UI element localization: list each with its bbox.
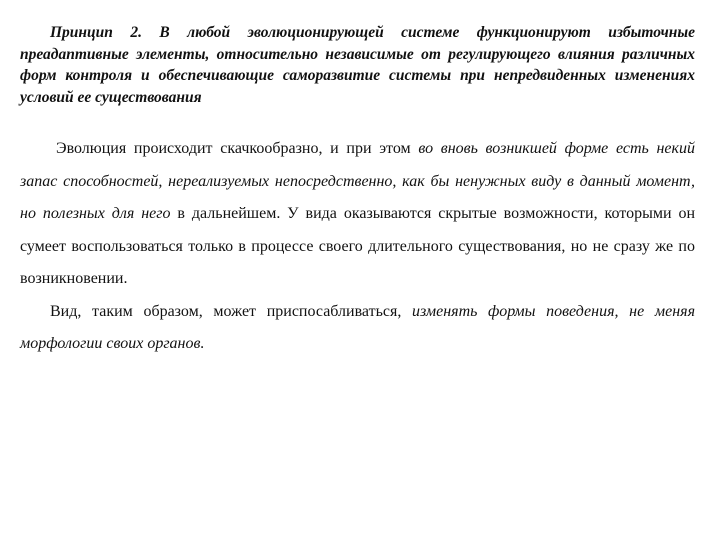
document-page — [20, 22, 695, 361]
paragraph-evolution-text-italic: во вновь возникшей форме есть некий запас способностей, нереализуемых непосредственно, как бы ненужных виду в данный момент, но полезных для него — [20, 140, 695, 222]
principle-heading: Принцип 2. В любой эволюционирующей системе функционируют избыточные преадаптивные элементы, относительно независимые от регулирующего влияния различных форм контроля и обеспечивающие саморазвитие системы при непредвиденных изменениях условий ее существования — [20, 24, 695, 106]
paragraph-evolution-text-2: в дальнейшем. У вида оказываются скрытые возможности, которыми он сумеет воспользоваться только в процессе своего длительного существования, но не сразу же по возникновении. — [20, 205, 695, 287]
paragraph-evolution — [20, 133, 695, 296]
paragraph-adaptation-text-italic: изменять формы поведения, не меняя морфологии своих органов. — [20, 302, 696, 352]
paragraph-adaptation — [20, 296, 695, 361]
paragraph-adaptation-text-1: Вид, таким образом, может приспосабливаться, — [50, 302, 413, 320]
paragraph-evolution-text-1: Эволюция происходит скачкообразно, и при этом — [56, 140, 419, 157]
